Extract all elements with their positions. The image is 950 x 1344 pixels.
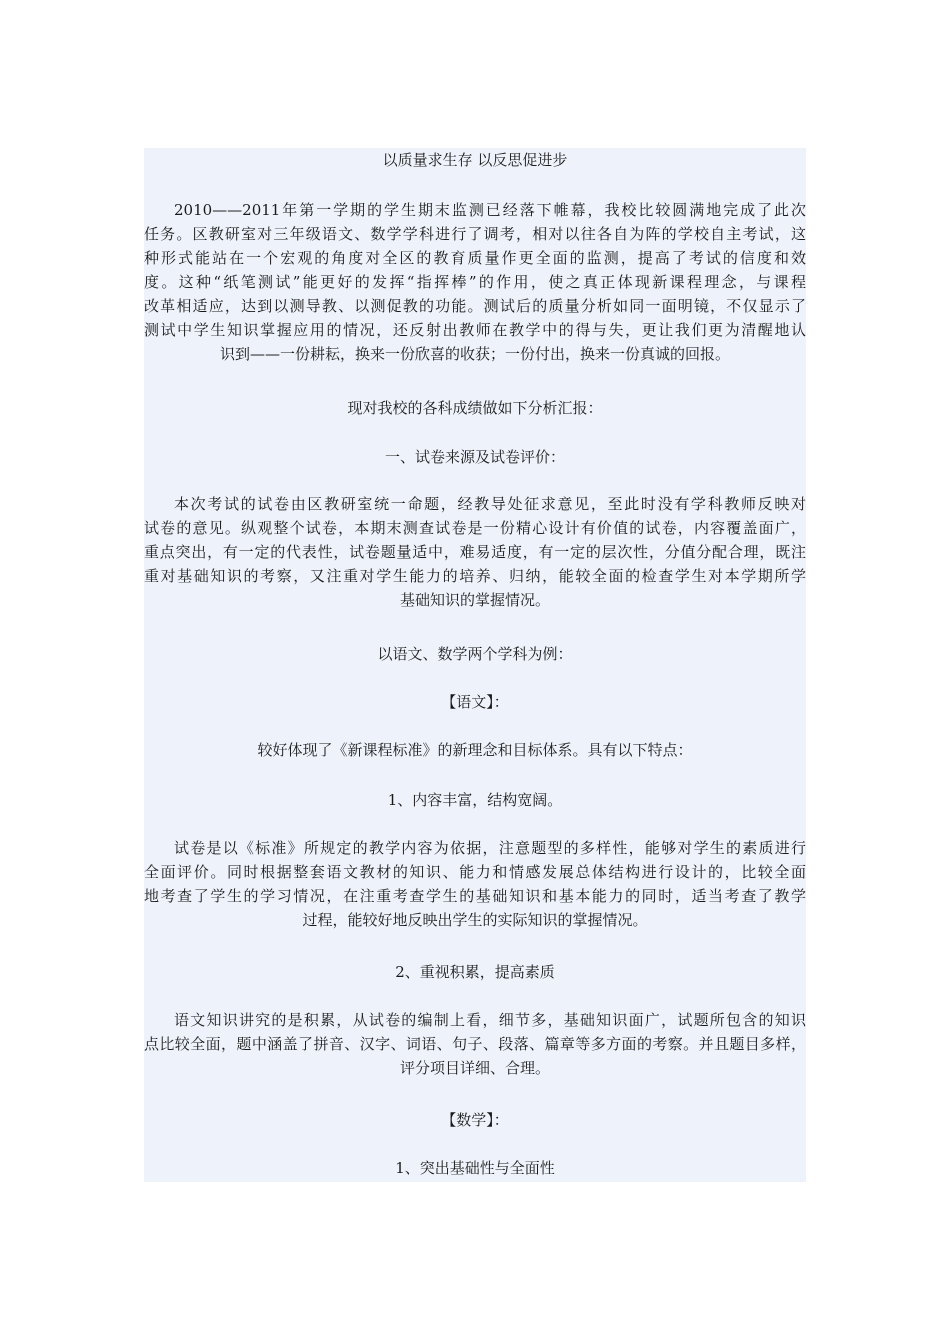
paragraph-1-line: 度。这种“纸笔测试”能更好的发挥“指挥棒”的作用，使之真正体现新课程理念，与课程 (144, 273, 806, 291)
chinese-point-2: 2、重视积累，提高素质 (395, 963, 555, 981)
paragraph-1-line: 识到——一份耕耘，换来一份欣喜的收获；一份付出，换来一份真诚的回报。 (219, 345, 730, 363)
paragraph-3-line: 试卷是以《标准》所规定的教学内容为依据，注意题型的多样性，能够对学生的素质进行 (174, 839, 806, 857)
math-heading: 【数学】： (441, 1111, 509, 1129)
paragraph-2-line: 基础知识的掌握情况。 (399, 591, 550, 609)
paragraph-1-line: 测试中学生知识掌握应用的情况，还反射出教师在教学中的得与失，更让我们更为清醒地认 (144, 321, 806, 339)
article-title: 以质量求生存 以反思促进步 (382, 151, 568, 169)
paragraph-4-line: 语文知识讲究的是积累，从试卷的编制上看，细节多，基础知识面广，试题所包含的知识 (174, 1011, 806, 1029)
section-heading: 一、试卷来源及试卷评价： (384, 448, 565, 466)
paragraph-2-line: 重点突出，有一定的代表性，试卷题量适中，难易适度，有一定的层次性，分值分配合理，既注 (144, 543, 806, 561)
paragraph-2-line: 重对基础知识的考察，又注重对学生能力的培养、归纳，能较全面的检查学生对本学期所学 (144, 567, 806, 585)
intro-line: 现对我校的各科成绩做如下分析汇报： (347, 399, 603, 417)
chinese-intro: 较好体现了《新课程标准》的新理念和目标体系。具有以下特点： (257, 741, 693, 759)
paragraph-3-line: 地考查了学生的学习情况，在注重考查学生的基础知识和基本能力的同时，适当考查了教学 (144, 887, 806, 905)
paragraph-1-line: 种形式能站在一个宏观的角度对全区的教育质量作更全面的监测，提高了考试的信度和效 (144, 249, 806, 267)
paragraph-1-line: 任务。区教研室对三年级语文、数学学科进行了调考，相对以往各自为阵的学校自主考试，这 (144, 225, 806, 243)
paragraph-1-line: 改革相适应，达到以测导教、以测促教的功能。测试后的质量分析如同一面明镜，不仅显示了 (144, 297, 806, 315)
paragraph-4-line: 评分项目详细、合理。 (399, 1059, 550, 1077)
paragraph-2-line: 试卷的意见。纵观整个试卷，本期末测查试卷是一份精心设计有价值的试卷，内容覆盖面广， (144, 519, 806, 537)
paragraph-4-line: 点比较全面，题中涵盖了拼音、汉字、词语、句子、段落、篇章等多方面的考察。并且题目多样， (144, 1035, 806, 1053)
math-point-1: 1、突出基础性与全面性 (395, 1159, 555, 1177)
chinese-heading: 【语文】： (441, 693, 509, 711)
paragraph-1-line: 2010——2011年第一学期的学生期末监测已经落下帷幕，我校比较圆满地完成了此次 (174, 201, 806, 219)
paragraph-3-line: 过程，能较好地反映出学生的实际知识的掌握情况。 (302, 911, 648, 929)
example-line: 以语文、数学两个学科为例： (377, 645, 573, 663)
chinese-point-1: 1、内容丰富，结构宽阔。 (387, 791, 563, 809)
paragraph-2-line: 本次考试的试卷由区教研室统一命题，经教导处征求意见，至此时没有学科教师反映对 (174, 495, 806, 513)
paragraph-3-line: 全面评价。同时根据整套语文教材的知识、能力和情感发展总体结构进行设计的，比较全面 (144, 863, 806, 881)
